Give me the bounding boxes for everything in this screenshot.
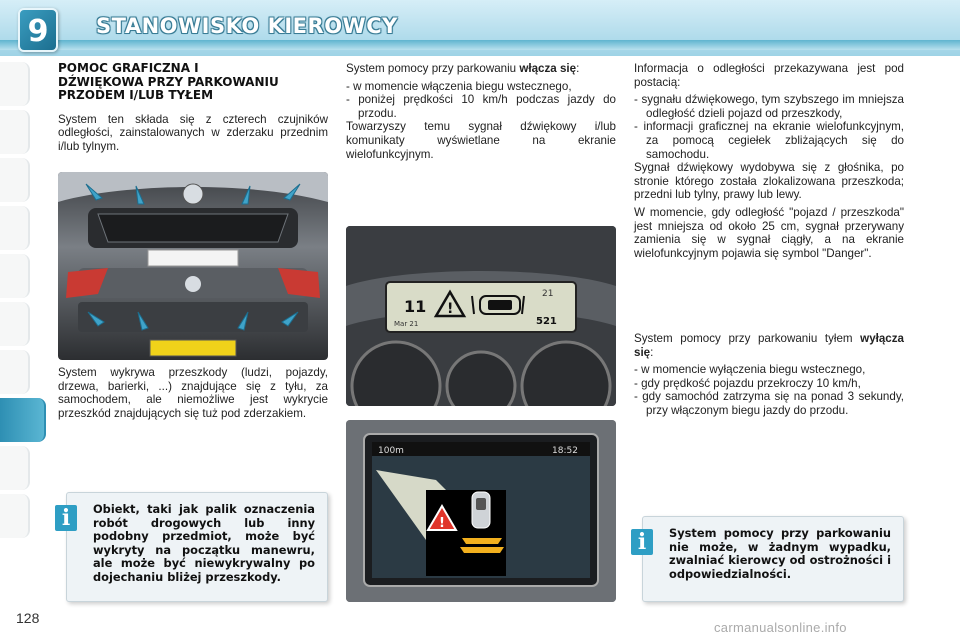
list-item: - gdy samochód zatrzyma się na ponad 3 sekundy, przy włączonym biegu jazdy do przodu. [634, 390, 904, 417]
heading-line: POMOC GRAFICZNA I [58, 61, 199, 75]
info-box-left [61, 492, 328, 602]
info-box-right [637, 516, 904, 602]
column-right-lower [634, 332, 904, 418]
list-item: - w momencie włączenia biegu wstecznego, [346, 79, 572, 93]
nav-time: 18:52 [552, 446, 578, 456]
chapter-tab[interactable] [0, 206, 30, 250]
chapter-tab[interactable] [0, 494, 30, 538]
peugeot-lion-icon [185, 276, 201, 292]
list-item: - poniżej prędkości 10 km/h podczas jazdy do przodu. [346, 93, 616, 120]
info-box-text: System pomocy przy parkowaniu nie może, w żadnym wypadku, zwalniać kierowcy od ostrożności i odpowiedzialności. [669, 526, 891, 581]
chapter-tab[interactable] [0, 302, 30, 346]
section-heading [58, 62, 328, 103]
svg-text:!: ! [447, 301, 454, 317]
chapter-tab-active[interactable] [0, 398, 46, 442]
danger-paragraph: W momencie, gdy odległość "pojazd / przeszkoda" jest mniejsza od około 25 cm, sygnał przerywany zamienia się w sygnał ciągły, a na ekranie wielofunkcyjnym pojawia się symbol "Danger". [634, 205, 904, 260]
info-box-text: Obiekt, taki jak palik oznaczenia robót drogowych lub inny podobny przedmiot, może być wykryty na początku manewru, ale może być niewykrywalny po dojechaniu bliżej przeszkody. [93, 502, 315, 584]
deactivation-list [634, 363, 904, 417]
info-icon: i [631, 529, 653, 555]
detection-paragraph: System wykrywa przeszkody (ludzi, pojazdy, drzewa, barierki, ...) znajdujące się z tyłu, za samochodem, ale niemożliwe jest wykrycie przeszkód znajdujących się tuż pod zderzakiem. [58, 366, 328, 420]
page-title: STANOWISKO KIEROWCY [96, 14, 398, 38]
peugeot-lion-icon [183, 184, 203, 204]
list-item: - sygnału dźwiękowego, tym szybszego im mniejsza odległość dzieli pojazd od przeszkody, [634, 93, 904, 120]
chapter-tab[interactable] [0, 110, 30, 154]
lead-text: System pomocy przy parkowaniu tyłem [634, 332, 861, 345]
signal-paragraph: Towarzyszy temu sygnał dźwiękowy i/lub komunikaty wyświetlane na ekranie wielofunkcyjnym. [346, 120, 616, 161]
lead-end: : [650, 345, 654, 359]
chapter-tab[interactable] [0, 158, 30, 202]
screen-illustration [346, 420, 616, 602]
column-left-lower [58, 366, 328, 424]
chapter-badge: 9 [18, 8, 58, 52]
dashboard-illustration [346, 226, 616, 406]
chapter-tab[interactable] [0, 350, 30, 394]
info-lead: Informacja o odległości przekazywana jest pod postacią: [634, 62, 904, 89]
navigation-screen-photo [346, 420, 616, 602]
heading-line: DŹWIĘKOWA PRZY PARKOWANIU [58, 74, 279, 89]
lead-bold: włącza się [519, 62, 577, 75]
chapter-tab[interactable] [0, 62, 30, 106]
list-item: - w momencie wyłączenia biegu wstecznego, [634, 363, 866, 377]
svg-text:!: ! [439, 516, 445, 531]
list-item: - gdy prędkość pojazdu przekroczy 10 km/h, [634, 376, 861, 390]
lead-text: System pomocy przy parkowaniu [346, 62, 520, 75]
lead-bold: wyłącza się [634, 332, 904, 359]
dashboard-display-photo [346, 226, 616, 406]
column-middle [346, 62, 616, 165]
chapter-tabs [0, 62, 46, 582]
lead-end: : [576, 62, 580, 75]
deactivation-lead [634, 332, 904, 359]
info-list [634, 93, 904, 161]
watermark: carmanualsonline.info [714, 620, 847, 635]
list-item: - informacji graficznej na ekranie wielofunkcyjnym, za pomocą cegiełek zbliżających się do samochodu. [634, 120, 904, 161]
chapter-tab[interactable] [0, 446, 30, 490]
display-date: Mar 21 [394, 320, 419, 328]
column-left [58, 62, 328, 157]
info-icon: i [55, 505, 77, 531]
header-strip [0, 40, 960, 50]
car-top-view-icon [472, 492, 490, 528]
nav-distance: 100m [378, 446, 404, 456]
heading-line: PRZODEM I/LUB TYŁEM [58, 88, 214, 102]
car-front-bumper-photo [58, 172, 328, 360]
intro-paragraph: System ten składa się z czterech czujników odległości, zainstalowanych w zderzaku przednim i/lub tylnym. [58, 112, 328, 153]
page-header [0, 0, 960, 56]
display-clock: 11 [404, 297, 427, 316]
display-range: 521 [536, 316, 557, 327]
column-right [634, 62, 904, 264]
activation-lead [346, 62, 616, 76]
page-number: 128 [16, 610, 40, 626]
display-temp: 21 [542, 289, 554, 299]
chapter-tab[interactable] [0, 254, 30, 298]
activation-list [346, 80, 616, 121]
sound-paragraph: Sygnał dźwiękowy wydobywa się z głośnika, po stronie którego została zlokalizowana przeszkoda; przedni lub tylny, prawy lub lewy. [634, 161, 904, 202]
car-front-illustration [58, 172, 328, 360]
